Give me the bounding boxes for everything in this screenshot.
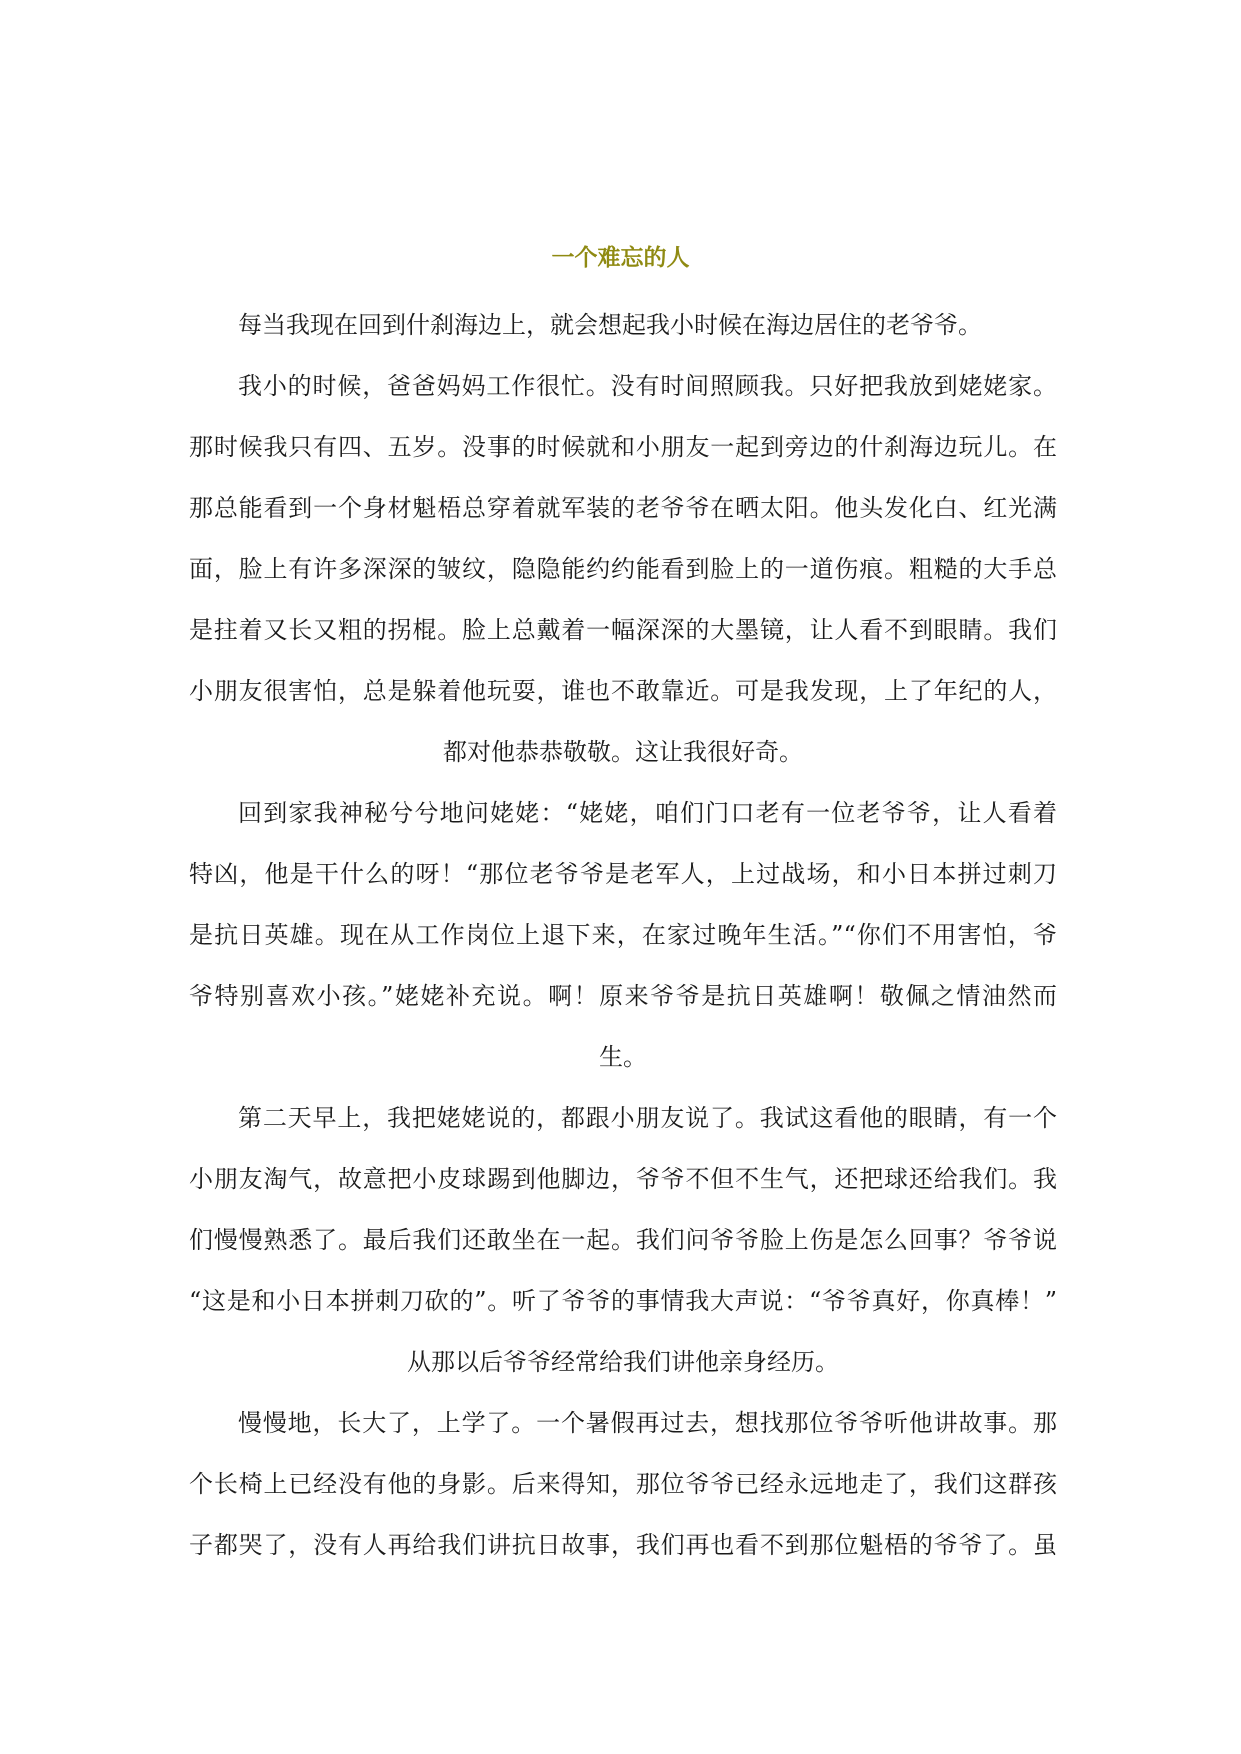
essay-title: 一个难忘的人 xyxy=(551,244,690,271)
paragraph-3-line-1: 回到家我神秘兮兮地问姥姥：“姥姥，咱们门口老有一位老爷爷，让人看着 xyxy=(238,799,1057,827)
paragraph-2-line-3: 那总能看到一个身材魁梧总穿着就军装的老爷爷在晒太阳。他头发化白、红光满 xyxy=(189,494,1057,522)
paragraph-1-line-1: 每当我现在回到什刹海边上，就会想起我小时候在海边居住的老爷爷。 xyxy=(238,311,982,339)
paragraph-3-line-3: 是抗日英雄。现在从工作岗位上退下来，在家过晚年生活。”“你们不用害怕，爷 xyxy=(189,921,1057,949)
paragraph-4-line-3: 们慢慢熟悉了。最后我们还敢坐在一起。我们问爷爷脸上伤是怎么回事？爷爷说 xyxy=(189,1226,1057,1254)
paragraph-3-line-2: 特凶，他是干什么的呀！“那位老爷爷是老军人，上过战场，和小日本拼过刺刀 xyxy=(189,860,1057,888)
paragraph-2-line-7: 都对他恭恭敬敬。这让我很好奇。 xyxy=(443,738,803,766)
paragraph-3-line-5: 生。 xyxy=(599,1043,647,1071)
paragraph-2-line-4: 面，脸上有许多深深的皱纹，隐隐能约约能看到脸上的一道伤痕。粗糙的大手总 xyxy=(189,555,1057,583)
paragraph-2-line-6: 小朋友很害怕，总是躲着他玩耍，谁也不敢靠近。可是我发现，上了年纪的人， xyxy=(189,677,1057,705)
paragraph-4-line-5: 从那以后爷爷经常给我们讲他亲身经历。 xyxy=(407,1348,839,1376)
paragraph-2-line-2: 那时候我只有四、五岁。没事的时候就和小朋友一起到旁边的什刹海边玩儿。在 xyxy=(189,433,1057,461)
paragraph-4-line-1: 第二天早上，我把姥姥说的，都跟小朋友说了。我试这看他的眼睛，有一个 xyxy=(238,1104,1057,1132)
paragraph-3-line-4: 爷特别喜欢小孩。”姥姥补充说。啊！原来爷爷是抗日英雄啊！敬佩之情油然而 xyxy=(189,982,1057,1010)
paragraph-2-line-1: 我小的时候，爸爸妈妈工作很忙。没有时间照顾我。只好把我放到姥姥家。 xyxy=(238,372,1057,400)
paragraph-4-line-4: “这是和小日本拼刺刀砍的”。听了爷爷的事情我大声说：“爷爷真好，你真棒！” xyxy=(189,1287,1057,1315)
paragraph-4-line-2: 小朋友淘气，故意把小皮球踢到他脚边，爷爷不但不生气，还把球还给我们。我 xyxy=(189,1165,1057,1193)
paragraph-2-line-5: 是拄着又长又粗的拐棍。脸上总戴着一幅深深的大墨镜，让人看不到眼睛。我们 xyxy=(189,616,1057,644)
paragraph-5-line-1: 慢慢地，长大了，上学了。一个暑假再过去，想找那位爷爷听他讲故事。那 xyxy=(238,1409,1057,1437)
paragraph-5-line-2: 个长椅上已经没有他的身影。后来得知，那位爷爷已经永远地走了，我们这群孩 xyxy=(189,1470,1057,1498)
paragraph-5-line-3: 子都哭了，没有人再给我们讲抗日故事，我们再也看不到那位魁梧的爷爷了。虽 xyxy=(189,1531,1057,1559)
